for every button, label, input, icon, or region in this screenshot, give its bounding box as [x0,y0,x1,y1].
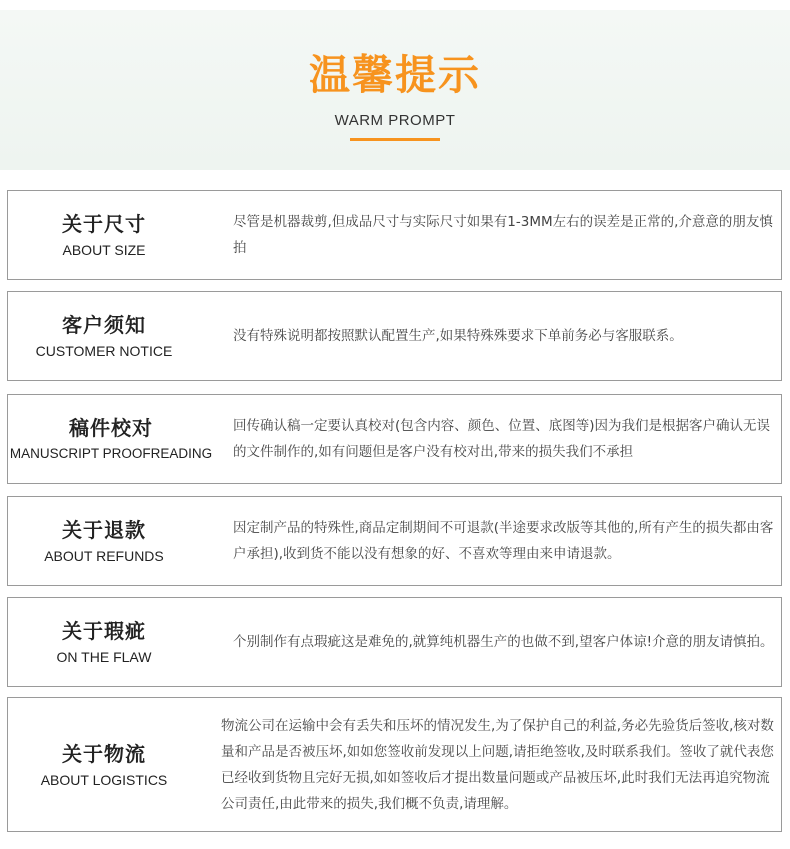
card-title: 关于尺寸 [62,212,146,236]
card-subtitle: MANUSCRIPT PROOFREADING [9,446,213,461]
card-text-body: 因定制产品的特殊性,商品定制期间不可退款(半途要求改版等其他的,所有产生的损失都由客户承担),收到货不能以没有想象的好、不喜欢等理由来申请退款。 [233,520,774,562]
card-heading [8,497,200,585]
card-heading [8,292,200,380]
card-subtitle: ON THE FLAW [56,649,152,665]
card-text [233,497,778,585]
card-subtitle: ABOUT REFUNDS [44,548,164,564]
card-subtitle: ABOUT SIZE [62,242,146,258]
card-text [233,395,778,483]
card-title: 关于退款 [62,518,146,542]
notice-card-customer [7,291,782,381]
card-title: 稿件校对 [69,416,153,440]
card-text [233,292,778,380]
card-text-body: 个别制作有点瑕疵这是难免的,就算纯机器生产的也做不到,望客户体谅!介意的朋友请慎拍。 [233,634,774,650]
page-title: 温馨提示 [309,51,481,99]
card-heading [8,598,200,686]
card-title: 关于瑕疵 [62,619,146,643]
page-subtitle: WARM PROMPT [334,112,456,129]
card-text-body: 尽管是机器裁剪,但成品尺寸与实际尺寸如果有1-3MM左右的误差是正常的,介意意的朋友慎拍 [233,214,773,256]
card-subtitle: CUSTOMER NOTICE [35,343,173,359]
notice-card-proofreading [7,394,782,484]
notice-card-refunds [7,496,782,586]
card-text-body: 回传确认稿一定要认真校对(包含内容、颜色、位置、底图等)因为我们是根据客户确认无误的文件制作的,如有问题但是客户没有校对出,带来的损失我们不承担 [233,418,771,460]
header-banner [0,10,790,170]
card-subtitle: ABOUT LOGISTICS [40,771,168,788]
card-text [233,191,778,279]
card-heading [8,698,200,831]
card-title: 客户须知 [62,313,146,337]
notice-card-logistics [7,697,782,832]
card-heading [8,191,200,279]
title-underline [350,138,440,141]
card-text-body: 没有特殊说明都按照默认配置生产,如果特殊殊要求下单前务必与客服联系。 [233,328,683,344]
card-text [233,598,778,686]
notice-card-flaw [7,597,782,687]
notice-card-size [7,190,782,280]
card-text-body: 物流公司在运输中会有丢失和压坏的情况发生,为了保护自己的利益,务必先验货后签收,核对数量和产品是否被压坏,如如您签收前发现以上问题,请拒绝签收,及时联系我们。签收了就代表您已经收到货物且完好无损,如如签收后才提出数量问题或产品被压坏,此时我们无法再追究物流公司责任,由此带来的损失,我们概不负责,请理解。 [221,717,774,812]
card-title: 关于物流 [62,741,146,766]
card-heading [8,395,214,483]
card-text [221,698,778,831]
